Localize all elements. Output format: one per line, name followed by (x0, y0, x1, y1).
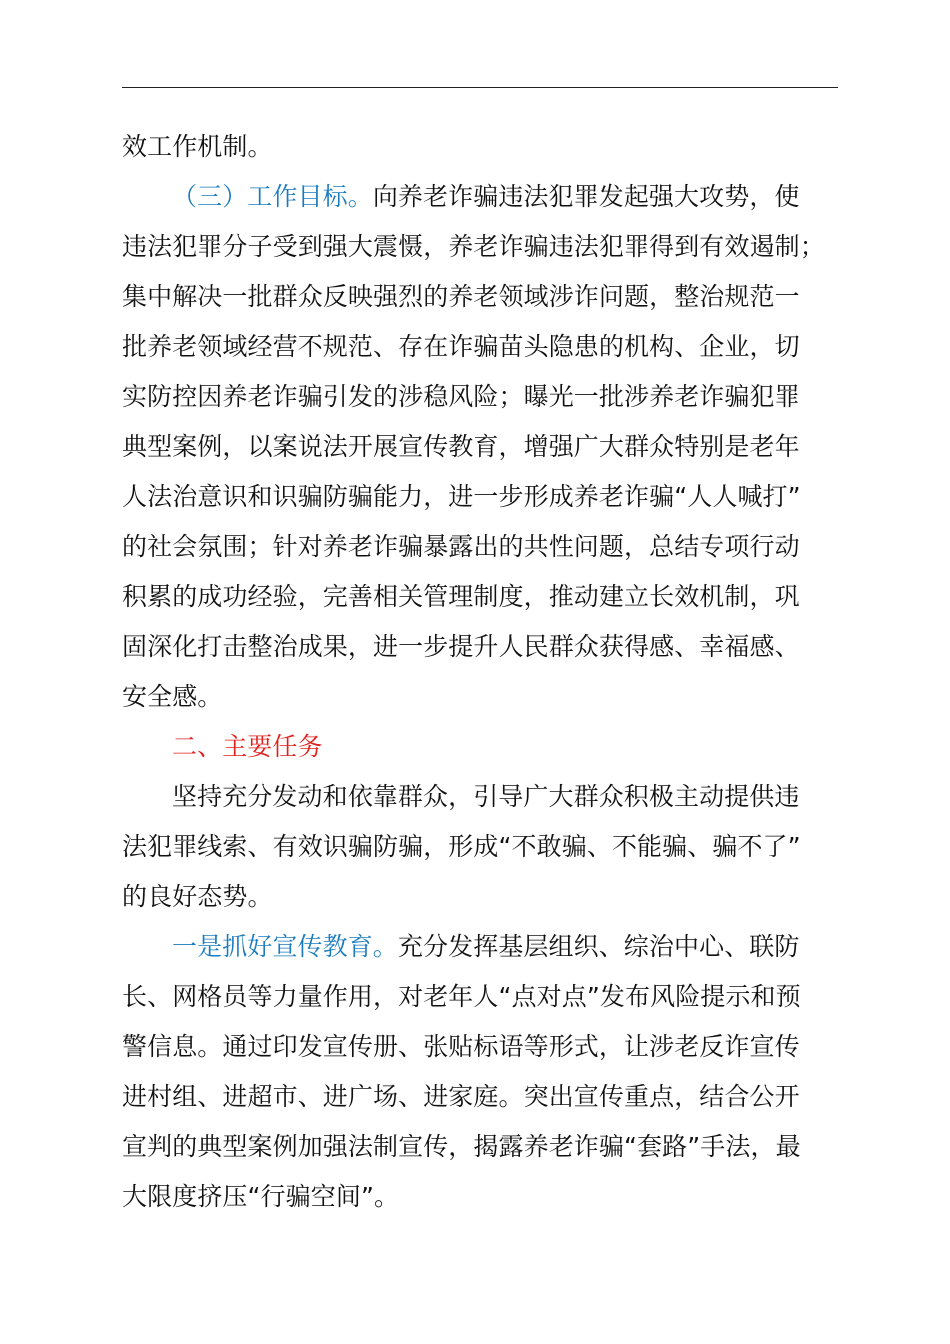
document-body (122, 122, 842, 1222)
text-line (122, 522, 842, 572)
text-line (122, 622, 842, 672)
body-text: 安全感。 (122, 682, 223, 711)
text-line (122, 172, 842, 222)
text-line (122, 722, 842, 772)
body-text: 集中解决一批群众反映强烈的养老领域涉诈问题，整治规范一 (122, 282, 800, 311)
text-line (122, 672, 842, 722)
body-text: 人法治意识和识骗防骗能力，进一步形成养老诈骗“人人喊打” (122, 482, 801, 511)
body-text: 的社会氛围；针对养老诈骗暴露出的共性问题，总结专项行动 (122, 532, 800, 561)
body-text: 向养老诈骗违法犯罪发起强大攻势，使 (372, 182, 800, 211)
subsection-heading: （三）工作目标。 (172, 182, 373, 211)
body-text: 坚持充分发动和依靠群众，引导广大群众积极主动提供违 (172, 782, 800, 811)
text-line (122, 772, 842, 822)
text-line (122, 922, 842, 972)
text-line (122, 322, 842, 372)
body-text: 进村组、进超市、进广场、进家庭。突出宣传重点，结合公开 (122, 1082, 800, 1111)
body-text: 实防控因养老诈骗引发的涉稳风险；曝光一批涉养老诈骗犯罪 (122, 382, 800, 411)
body-text: 典型案例，以案说法开展宣传教育，增强广大群众特别是老年 (122, 432, 800, 461)
body-text: 积累的成功经验，完善相关管理制度，推动建立长效机制，巩 (122, 582, 800, 611)
text-line (122, 422, 842, 472)
text-line (122, 472, 842, 522)
text-line (122, 872, 842, 922)
text-line (122, 1022, 842, 1072)
body-text: 大限度挤压“行骗空间”。 (122, 1182, 400, 1211)
body-text: 效工作机制。 (122, 132, 273, 161)
text-line (122, 222, 842, 272)
body-text: 警信息。通过印发宣传册、张贴标语等形式，让涉老反诈宣传 (122, 1032, 800, 1061)
text-line (122, 572, 842, 622)
body-text: 长、网格员等力量作用，对老年人“点对点”发布风险提示和预 (122, 982, 801, 1011)
body-text: 充分发挥基层组织、综治中心、联防 (397, 932, 800, 961)
body-text: 的良好态势。 (122, 882, 273, 911)
body-text: 违法犯罪分子受到强大震慑，养老诈骗违法犯罪得到有效遏制； (122, 232, 825, 261)
text-line (122, 122, 842, 172)
text-line (122, 822, 842, 872)
header-divider (122, 87, 838, 88)
text-line (122, 1172, 842, 1222)
body-text: 法犯罪线索、有效识骗防骗，形成“不敢骗、不能骗、骗不了” (122, 832, 801, 861)
body-text: 批养老领域经营不规范、存在诈骗苗头隐患的机构、企业，切 (122, 332, 800, 361)
text-line (122, 372, 842, 422)
subsection-heading: 一是抓好宣传教育。 (172, 932, 398, 961)
body-text: 固深化打击整治成果，进一步提升人民群众获得感、幸福感、 (122, 632, 800, 661)
text-line (122, 972, 842, 1022)
section-heading: 二、主要任务 (172, 732, 323, 761)
text-line (122, 1122, 842, 1172)
body-text: 宣判的典型案例加强法制宣传，揭露养老诈骗“套路”手法，最 (122, 1132, 801, 1161)
text-line (122, 272, 842, 322)
text-line (122, 1072, 842, 1122)
